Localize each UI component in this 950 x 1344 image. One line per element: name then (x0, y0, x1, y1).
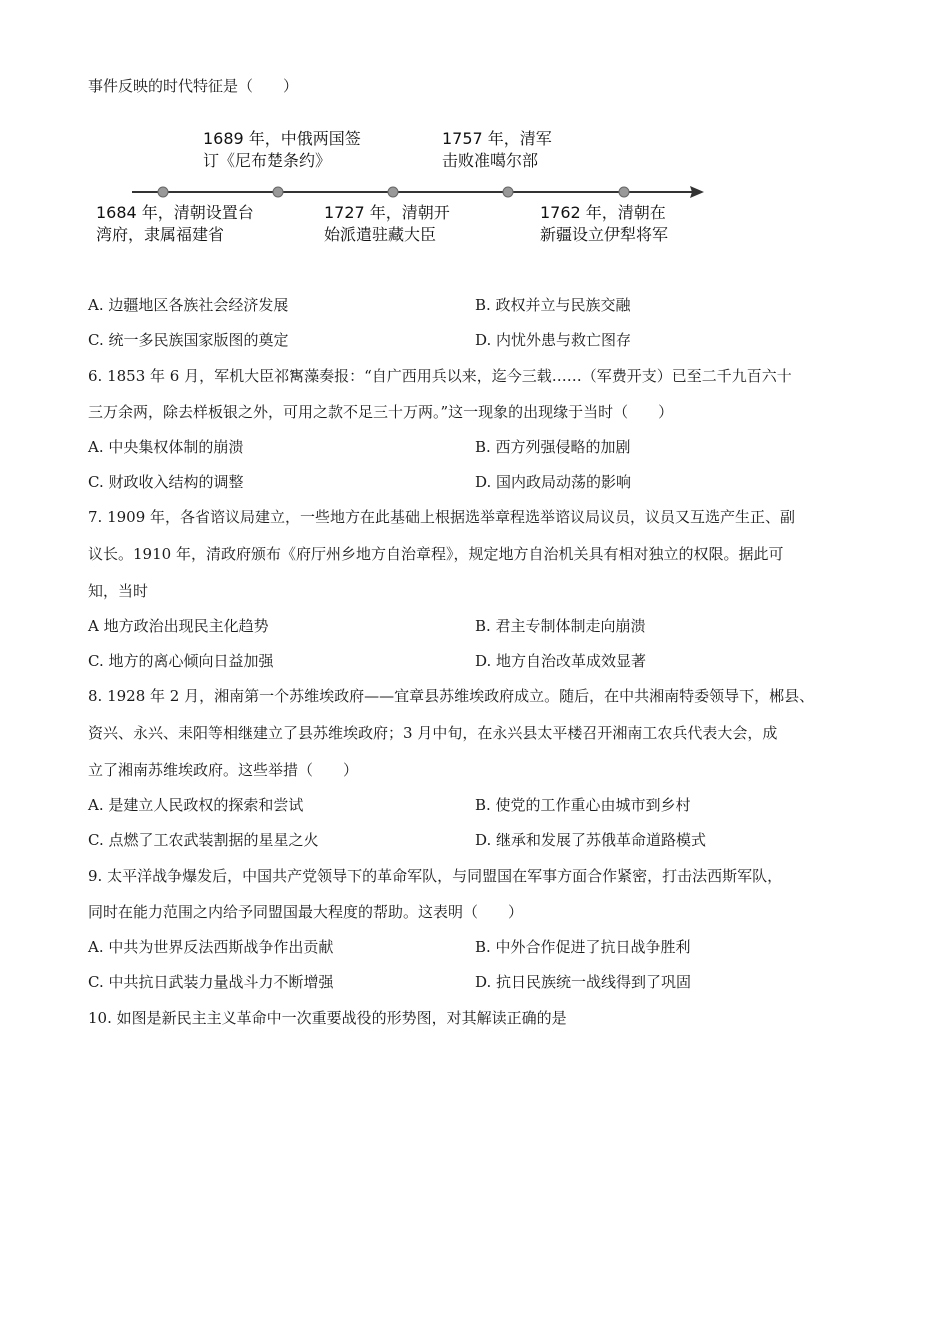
q5-option-b[interactable]: B. 政权并立与民族交融 (475, 296, 631, 314)
q7-option-c[interactable]: C. 地方的离心倾向日益加强 (88, 652, 274, 670)
timeline-event-1689-line1: 1689 年，中俄两国签 (203, 129, 361, 148)
timeline-event-1727-line1: 1727 年，清朝开 (324, 203, 450, 222)
q8-option-b[interactable]: B. 使党的工作重心由城市到乡村 (475, 796, 691, 814)
q8-stem-line2: 资兴、永兴、耒阳等相继建立了县苏维埃政府；3 月中旬，在永兴县太平楼召开湘南工农兵代表大会，成 (88, 724, 778, 742)
timeline-event-1684-line2: 湾府，隶属福建省 (96, 225, 225, 244)
timeline-event-1684-line1: 1684 年，清朝设置台 (96, 203, 254, 222)
timeline-event-1762-line2: 新疆设立伊犁将军 (540, 225, 669, 244)
timeline-event-1757-line2: 击败准噶尔部 (442, 151, 539, 170)
q9-stem-line1: 9. 太平洋战争爆发后，中国共产党领导下的革命军队，与同盟国在军事方面合作紧密，打击法西斯军队， (88, 867, 783, 885)
q6-option-a[interactable]: A. 中央集权体制的崩溃 (88, 438, 244, 456)
q8-option-a[interactable]: A. 是建立人民政权的探索和尝试 (88, 796, 304, 814)
q6-option-d[interactable]: D. 国内政局动荡的影响 (475, 473, 632, 491)
q9-option-d[interactable]: D. 抗日民族统一战线得到了巩固 (475, 973, 692, 991)
q6-option-b[interactable]: B. 西方列强侵略的加剧 (475, 438, 631, 456)
q5-option-c[interactable]: C. 统一多民族国家版图的奠定 (88, 331, 289, 349)
q6-option-c[interactable]: C. 财政收入结构的调整 (88, 473, 244, 491)
q7-stem-line1: 7. 1909 年，各省谘议局建立，一些地方在此基础上根据选举章程选举谘议局议员，议员又互选产生正、副 (88, 508, 796, 526)
q6-stem-line2: 三万余两，除去样板银之外，可用之款不足三十万两。”这一现象的出现缘于当时（ ） (88, 403, 674, 421)
q9-stem-line2: 同时在能力范围之内给予同盟国最大程度的帮助。这表明（ ） (88, 903, 524, 921)
q9-option-a[interactable]: A. 中共为世界反法西斯战争作出贡献 (88, 938, 334, 956)
timeline-dot-1727 (388, 187, 398, 197)
timeline-event-1762-line1: 1762 年，清朝在 (540, 203, 666, 222)
q8-stem-line3: 立了湘南苏维埃政府。这些举措（ ） (88, 761, 359, 779)
q7-stem-line3: 知，当时 (88, 582, 149, 600)
q10-stem-line1: 10. 如图是新民主主义革命中一次重要战役的形势图，对其解读正确的是 (88, 1009, 567, 1027)
q5-option-d[interactable]: D. 内忧外患与救亡图存 (475, 331, 632, 349)
timeline-dot-1762 (619, 187, 629, 197)
q5-option-a[interactable]: A. 边疆地区各族社会经济发展 (88, 296, 289, 314)
q8-stem-line1: 8. 1928 年 2 月，湘南第一个苏维埃政府——宜章县苏维埃政府成立。随后，在中共湘南特委领导下，郴县、 (88, 687, 815, 705)
q9-option-b[interactable]: B. 中外合作促进了抗日战争胜利 (475, 938, 691, 956)
timeline-arrow-icon (690, 186, 704, 198)
q9-option-c[interactable]: C. 中共抗日武装力量战斗力不断增强 (88, 973, 334, 991)
timeline-event-1689-line2: 订《尼布楚条约》 (203, 151, 332, 170)
timeline-dot-1684 (158, 187, 168, 197)
q7-option-b[interactable]: B. 君主专制体制走向崩溃 (475, 617, 646, 635)
q7-option-a[interactable]: A 地方政治出现民主化趋势 (88, 617, 269, 635)
question-intro: 事件反映的时代特征是（ ） (88, 77, 299, 95)
timeline-dot-1757 (503, 187, 513, 197)
q8-option-c[interactable]: C. 点燃了工农武装割据的星星之火 (88, 831, 319, 849)
q7-option-d[interactable]: D. 地方自治改革成效显著 (475, 652, 647, 670)
timeline-event-1727-line2: 始派遣驻藏大臣 (324, 225, 437, 244)
timeline-dot-1689 (273, 187, 283, 197)
q8-option-d[interactable]: D. 继承和发展了苏俄革命道路模式 (475, 831, 707, 849)
q7-stem-line2: 议长。1910 年，清政府颁布《府厅州乡地方自治章程》，规定地方自治机关具有相对独立的权限。据此可 (88, 545, 784, 563)
timeline-axis (120, 180, 710, 204)
timeline-event-1757-line1: 1757 年，清军 (442, 129, 552, 148)
q6-stem-line1: 6. 1853 年 6 月，军机大臣祁寯藻奏报：“自广西用兵以来，迄今三载……（军费开支）已至二千九百六十 (88, 367, 792, 385)
